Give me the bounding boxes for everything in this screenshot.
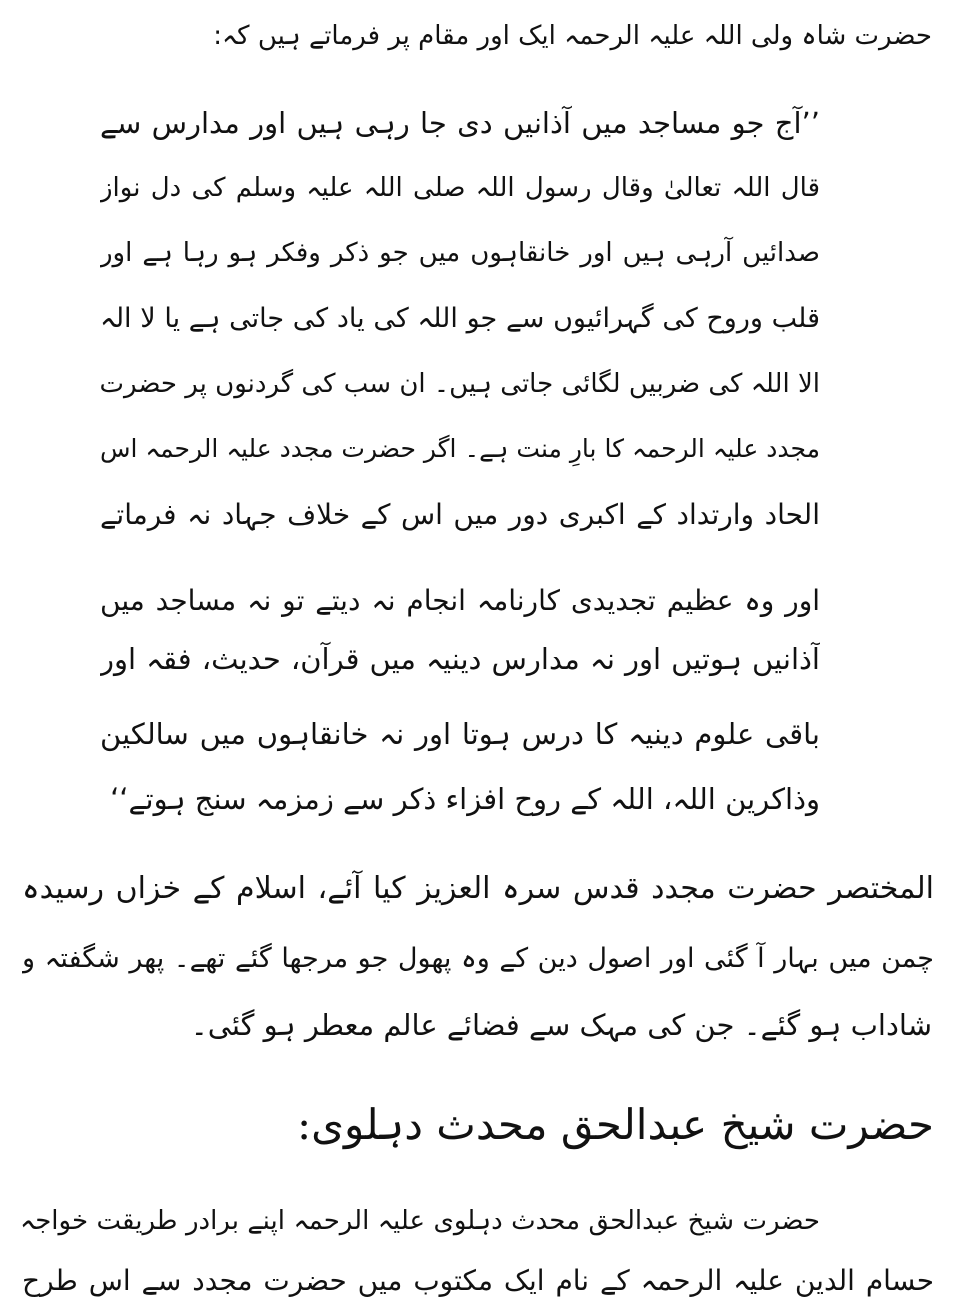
quote-line-11: وذاکرین اللہ، اللہ کے روح افزاء ذکر سے زمزمہ سنج ہوتے‘‘ <box>110 782 820 816</box>
quote-line-9: آذانیں ہوتیں اور نہ مدارس دینیہ میں قرآن، حدیث، فقہ اور <box>100 642 820 676</box>
quote-line-4: قلب وروح کی گہرائیوں سے جو اللہ کی یاد کی جاتی ہے یا لا الہ <box>100 303 820 334</box>
section-line-1: حضرت شیخ عبدالحق محدث دہلوی علیہ الرحمہ اپنے برادر طریقت خواجہ <box>20 1206 820 1236</box>
quote-line-10: باقی علوم دینیہ کا درس ہوتا اور نہ خانقاہوں میں سالکین <box>100 717 820 751</box>
quote-line-2: قال اللہ تعالیٰ وقال رسول اللہ صلی اللہ علیہ وسلم کی دل نواز <box>100 173 820 203</box>
intro-line: حضرت شاہ ولی اللہ علیہ الرحمہ ایک اور مقام پر فرماتے ہیں کہ: <box>213 21 932 51</box>
quote-line-8: اور وہ عظیم تجدیدی کارنامہ انجام نہ دیتے تو نہ مساجد میں <box>100 584 820 617</box>
conclusion-line-1: المختصر حضرت مجدد قدس سرہ العزیز کیا آئے، اسلام کے خزاں رسیدہ <box>22 871 934 906</box>
quote-line-3: صدائیں آرہی ہیں اور خانقاہوں میں جو ذکر وفکر ہو رہا ہے اور <box>100 238 820 268</box>
section-line-2: حسام الدین علیہ الرحمہ کے نام ایک مکتوب میں حضرت مجدد سے اس طرح <box>22 1264 934 1297</box>
section-heading: حضرت شیخ عبدالحق محدث دہلوی: <box>297 1100 934 1149</box>
conclusion-line-3: شاداب ہو گئے۔ جن کی مہک سے فضائے عالم معطر ہو گئی۔ <box>190 1008 932 1042</box>
quote-line-7: الحاد وارتداد کے اکبری دور میں اس کے خلاف جہاد نہ فرماتے <box>100 498 820 531</box>
quote-line-1: ’’آج جو مساجد میں آذانیں دی جا رہی ہیں اور مدارس سے <box>100 106 820 140</box>
quote-line-5: الا اللہ کی ضربیں لگائی جاتی ہیں۔ ان سب کی گردنوں پر حضرت <box>100 369 820 399</box>
quote-line-6: مجدد علیہ الرحمہ کا بارِ منت ہے۔ اگر حضرت مجدد علیہ الرحمہ اس <box>100 434 820 463</box>
conclusion-line-2: چمن میں بہار آ گئی اور اصول دین کے وہ پھول جو مرجھا گئے تھے۔ پھر شگفتہ و <box>22 943 934 974</box>
